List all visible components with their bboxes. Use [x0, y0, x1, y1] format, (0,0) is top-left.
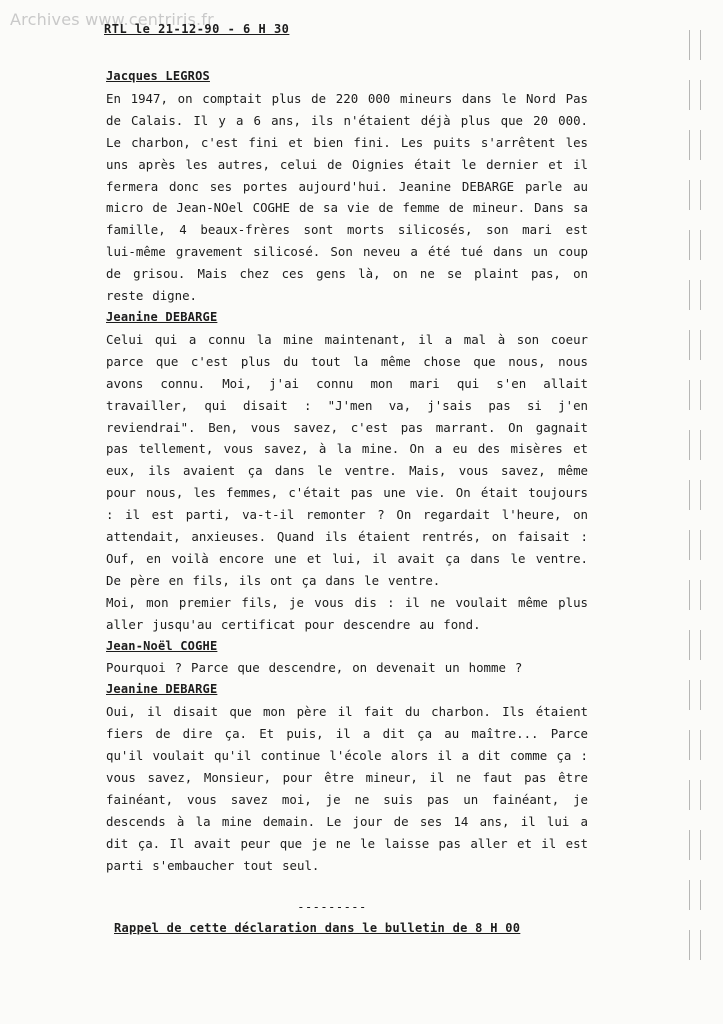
margin-mark: [689, 930, 701, 960]
margin-mark: [689, 880, 701, 910]
margin-mark: [689, 80, 701, 110]
margin-mark: [689, 280, 701, 310]
speaker-name: Jeanine DEBARGE: [106, 309, 218, 324]
document-header: RTL le 21-12-90 - 6 H 30: [104, 22, 290, 36]
margin-mark: [689, 230, 701, 260]
margin-mark: [689, 30, 701, 60]
transcript-paragraph: Celui qui a connu la mine maintenant, il a mal à son coeur parce que c'est plus du tout la même chose que nous, nous avons connu. Moi, j'ai connu mon mari qui s'en allait travailler, qui disait : "J'men va, j'sais pas si j'en reviendrai". Ben, vous savez, c'est pas marrant. On gagnait pas tellement, vous savez, à la mine. On a eu des misères et eux, ils avaient ça dans le ventre. Mais, vous savez, même pour nous, les femmes, c'était pas une vie. On était toujours : il est parti, va-t-il remonter ? On regardait l'heure, on attendait, anxieuses. Quand ils étaient rentrés, on faisait : Ouf, en voilà encore une et lui, il avait ça dans le ventre. De père en fils, ils ont ça dans le ventre.: [106, 331, 588, 588]
transcript-body: [106, 66, 588, 940]
spacer: [106, 877, 588, 897]
transcript-paragraph: Moi, mon premier fils, je vous dis : il ne voulait même plus aller jusqu'au certificat pour descendre au fond.: [106, 594, 588, 632]
speaker-name: Jeanine DEBARGE: [106, 682, 218, 697]
transcript-paragraph: Pourquoi ? Parce que descendre, on devenait un homme ?: [106, 660, 523, 676]
separator-line: ---------: [297, 899, 367, 914]
transcript-paragraph: Oui, il disait que mon père il fait du charbon. Ils étaient fiers de dire ça. Et puis, il a dit ça au maître... Parce qu'il voulait qu'il continue l'école alors il a dit comme ça : vous savez, Monsieur, pour être mineur, il ne faut pas être fainéant, vous savez moi, je ne suis pas un fainéant, je descends à la mine demain. Le jour de ses 14 ans, il lui a dit ça. Il avait peur que je ne le laisse pas aller et il est parti s'embaucher tout seul.: [106, 704, 588, 873]
margin-mark: [689, 830, 701, 860]
footer-note: Rappel de cette déclaration dans le bulletin de 8 H 00: [114, 921, 521, 936]
margin-mark: [689, 580, 701, 610]
margin-mark: [689, 380, 701, 410]
margin-mark: [689, 780, 701, 810]
margin-mark: [689, 680, 701, 710]
margin-mark: [689, 730, 701, 760]
binding-margin-marks: [689, 30, 709, 1010]
margin-mark: [689, 130, 701, 160]
margin-mark: [689, 330, 701, 360]
transcript-paragraph: En 1947, on comptait plus de 220 000 mineurs dans le Nord Pas de Calais. Il y a 6 ans, ils n'étaient déjà plus que 20 000. Le charbon, c'est fini et bien fini. Les puits s'arrêtent les uns après les autres, celui de Oignies était le dernier et il fermera donc ses portes aujourd'hui. Jeanine DEBARGE parle au micro de Jean-NOel COGHE de sa vie de femme de mineur. Dans sa famille, 4 beaux-frères sont morts silicosés, son mari est lui-même gravement silicosé. Son neveu a été tué dans un coup de grisou. Mais chez ces gens là, on ne se plaint pas, on reste digne.: [106, 90, 588, 304]
margin-mark: [689, 480, 701, 510]
speaker-name: Jean-Noël COGHE: [106, 638, 218, 653]
margin-mark: [689, 630, 701, 660]
speaker-name: Jacques LEGROS: [106, 69, 210, 83]
margin-mark: [689, 430, 701, 460]
margin-mark: [689, 180, 701, 210]
margin-mark: [689, 530, 701, 560]
archive-watermark: Archives www.centriris.fr: [10, 10, 214, 29]
